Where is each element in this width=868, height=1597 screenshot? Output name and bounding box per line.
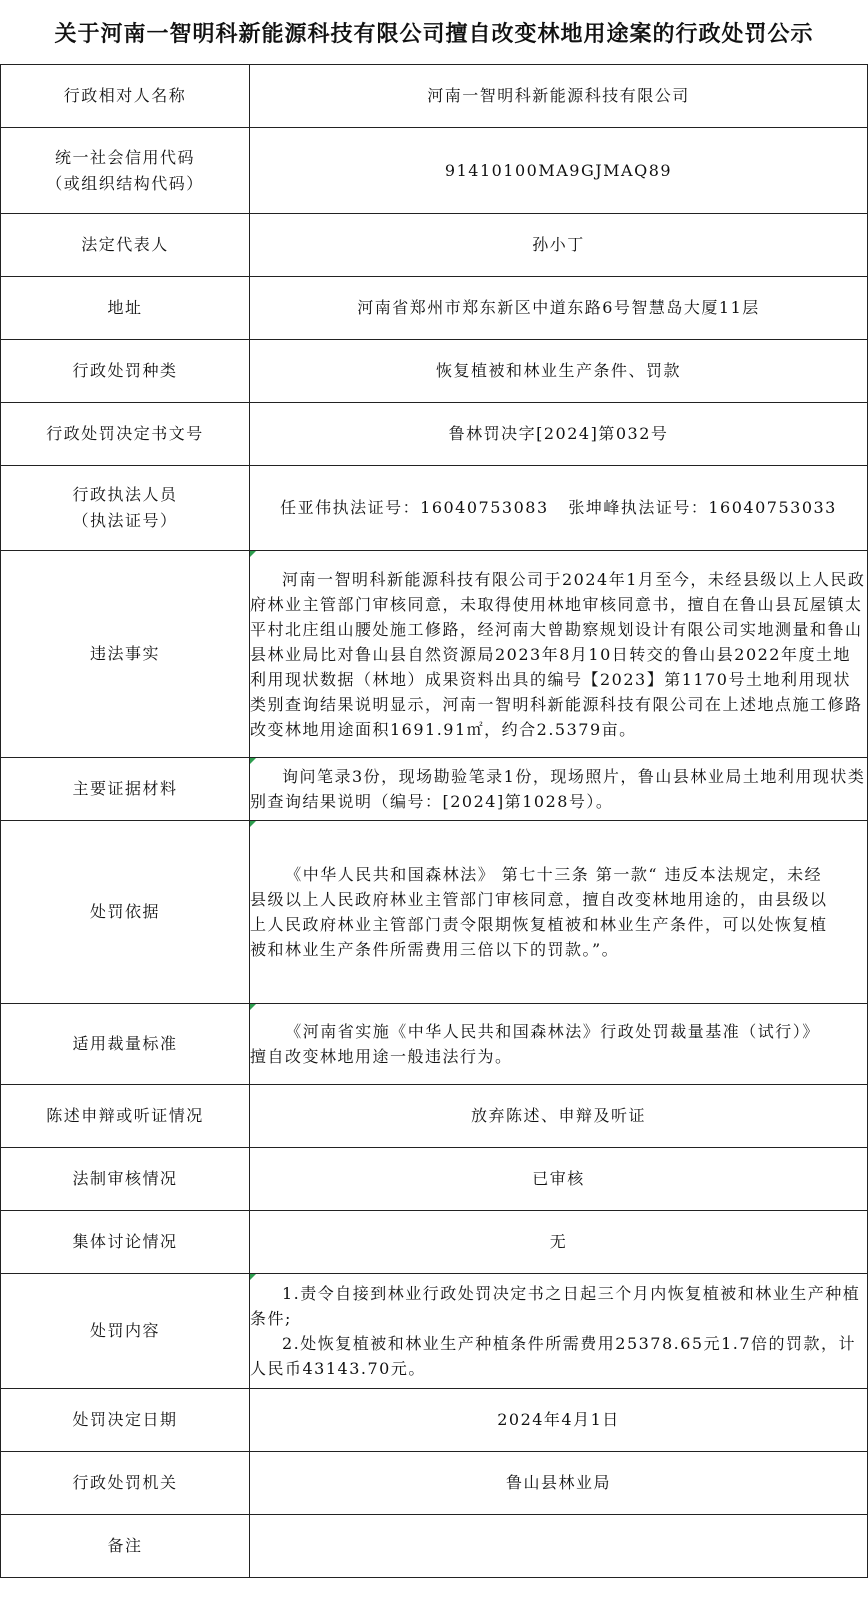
table-row-authority bbox=[1, 1452, 868, 1515]
legal-basis-label: 处罚依据 bbox=[1, 821, 250, 1004]
legal-review-label: 法制审核情况 bbox=[1, 1148, 250, 1211]
evidence-text: 询问笔录3份，现场勘验笔录1份，现场照片，鲁山县林业局土地利用现状类别查询结果说明（编号：[2024]第1028号）。 bbox=[250, 767, 866, 811]
table-row-standard bbox=[1, 1004, 868, 1085]
standard-label: 适用裁量标准 bbox=[1, 1004, 250, 1085]
table-row-party-name bbox=[1, 65, 868, 128]
table-row-statement bbox=[1, 1085, 868, 1148]
legal-basis-text: 《中华人民共和国森林法》 第七十三条 第一款“ 违反本法规定，未经县级以上人民政府林业主管部门审核同意，擅自改变林地用途的，由县级以上人民政府林业主管部门责令限期恢复植被和林业生产条件，可以处恢复植被和林业生产条件所需费用三倍以下的罚款。”。 bbox=[250, 865, 828, 959]
address-label: 地址 bbox=[1, 277, 250, 340]
standard-text: 《河南省实施《中华人民共和国森林法》行政处罚裁量基准（试行）》擅自改变林地用途一般违法行为。 bbox=[250, 1022, 820, 1066]
credit-code-label-line2: （或组织结构代码） bbox=[46, 173, 204, 193]
table-row-penalty-type bbox=[1, 340, 868, 403]
remarks-value bbox=[250, 1515, 868, 1578]
legal-review-value: 已审核 bbox=[250, 1148, 868, 1211]
facts-text: 河南一智明科新能源科技有限公司于2024年1月至今，未经县级以上人民政府林业主管部门审核同意，未取得使用林地审核同意书，擅自在鲁山县瓦屋镇太平村北庄组山腰处施工修路，经河南大曾勘察规划设计有限公司实地测量和鲁山县林业局比对鲁山县自然资源局2023年8月10日转交的鲁山县2022年度土地利用现状数据（林地）成果资料出具的编号【2023】第1170号土地利用现状类别查询结果说明显示，河南一智明科新能源科技有限公司在上述地点施工修路改变林地用途面积1691.91㎡，约合2.5379亩。 bbox=[250, 569, 866, 739]
party-name-value: 河南一智明科新能源科技有限公司 bbox=[250, 65, 868, 128]
officers-label-line1: 行政执法人员 bbox=[72, 485, 178, 504]
table-row-evidence bbox=[1, 758, 868, 821]
officers-value: 任亚伟执法证号：16040753083 张坤峰执法证号：16040753033 bbox=[250, 466, 868, 551]
facts-value bbox=[250, 551, 868, 758]
decision-date-label: 处罚决定日期 bbox=[1, 1389, 250, 1452]
penalty-type-value: 恢复植被和林业生产条件、罚款 bbox=[250, 340, 868, 403]
content-item-2: 2.处恢复植被和林业生产种植条件所需费用25378.65元1.7倍的罚款，计人民币43143.70元。 bbox=[250, 1334, 857, 1378]
collective-label: 集体讨论情况 bbox=[1, 1211, 250, 1274]
table-row-decision-date bbox=[1, 1389, 868, 1452]
evidence-label: 主要证据材料 bbox=[1, 758, 250, 821]
authority-label: 行政处罚机关 bbox=[1, 1452, 250, 1515]
party-name-label: 行政相对人名称 bbox=[1, 65, 250, 128]
officers-label bbox=[1, 466, 250, 551]
decision-no-label: 行政处罚决定书文号 bbox=[1, 403, 250, 466]
statement-value: 放弃陈述、申辩及听证 bbox=[250, 1085, 868, 1148]
statement-label: 陈述申辩或听证情况 bbox=[1, 1085, 250, 1148]
legal-basis-value bbox=[250, 821, 868, 1004]
decision-no-value: 鲁林罚决字[2024]第032号 bbox=[250, 403, 868, 466]
content-item-1: 1.责令自接到林业行政处罚决定书之日起三个月内恢复植被和林业生产种植条件; bbox=[250, 1284, 861, 1328]
table-row-remarks bbox=[1, 1515, 868, 1578]
evidence-value bbox=[250, 758, 868, 821]
collective-value: 无 bbox=[250, 1211, 868, 1274]
facts-label: 违法事实 bbox=[1, 551, 250, 758]
table-row-address bbox=[1, 277, 868, 340]
address-value: 河南省郑州市郑东新区中道东路6号智慧岛大厦11层 bbox=[250, 277, 868, 340]
table-row-facts bbox=[1, 551, 868, 758]
penalty-type-label: 行政处罚种类 bbox=[1, 340, 250, 403]
penalty-table bbox=[0, 64, 868, 1578]
credit-code-label bbox=[1, 128, 250, 214]
legal-rep-value: 孙小丁 bbox=[250, 214, 868, 277]
table-row-legal-review bbox=[1, 1148, 868, 1211]
table-row-officers bbox=[1, 466, 868, 551]
table-row-decision-no bbox=[1, 403, 868, 466]
decision-date-value: 2024年4月1日 bbox=[250, 1389, 868, 1452]
table-row-legal-basis bbox=[1, 821, 868, 1004]
credit-code-value: 91410100MA9GJMAQ89 bbox=[250, 128, 868, 214]
remarks-label: 备注 bbox=[1, 1515, 250, 1578]
legal-rep-label: 法定代表人 bbox=[1, 214, 250, 277]
page-title: 关于河南一智明科新能源科技有限公司擅自改变林地用途案的行政处罚公示 bbox=[54, 21, 814, 47]
table-row-content bbox=[1, 1274, 868, 1389]
table-row-legal-rep bbox=[1, 214, 868, 277]
officers-label-line2: （执法证号） bbox=[72, 511, 178, 530]
content-label: 处罚内容 bbox=[1, 1274, 250, 1389]
content-value bbox=[250, 1274, 868, 1389]
table-row-credit-code bbox=[1, 128, 868, 214]
table-row-collective bbox=[1, 1211, 868, 1274]
credit-code-label-line1: 统一社会信用代码 bbox=[54, 147, 195, 167]
authority-value: 鲁山县林业局 bbox=[250, 1452, 868, 1515]
standard-value bbox=[250, 1004, 868, 1085]
